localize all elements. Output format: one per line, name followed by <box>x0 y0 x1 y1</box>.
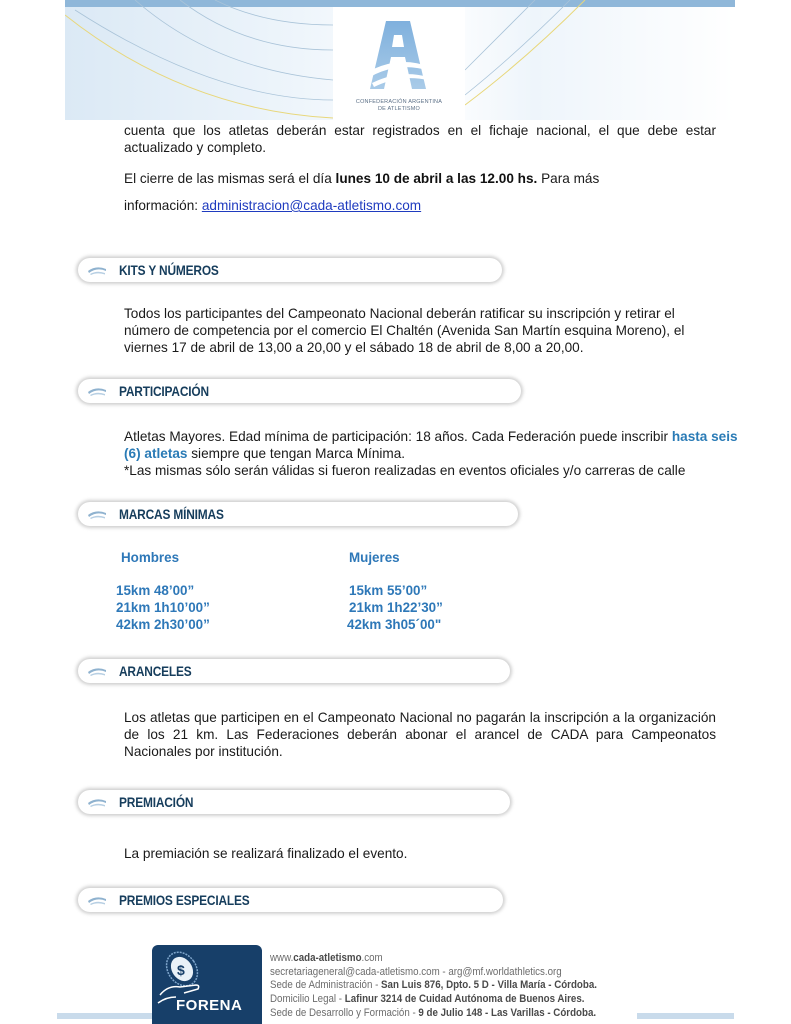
section-header-premios-especiales <box>78 888 503 912</box>
mark-row: 42km 2h30’00” <box>116 617 210 632</box>
section-title: PREMIOS ESPECIALES <box>119 892 250 908</box>
footer-bar-left <box>57 1013 152 1019</box>
section-title: ARANCELES <box>119 663 192 679</box>
dev-address: Sede de Desarrollo y Formación - 9 de Julio 148 - Las Varillas - Córdoba. <box>270 1006 597 1019</box>
forena-brand: FORENA <box>176 997 243 1014</box>
footer-bar-right <box>637 1013 734 1019</box>
mark-row: 21km 1h10’00” <box>116 600 210 615</box>
section-header-participacion <box>78 379 521 403</box>
hombres-label: Hombres <box>121 550 180 565</box>
section-header-premiacion <box>78 790 510 814</box>
admin-email-link[interactable]: administracion@cada-atletismo.com <box>201 198 422 213</box>
closing-date-paragraph: El cierre de las mismas será el día lunes 10 de abril a las 12.00 hs. Para más <box>124 171 600 186</box>
footer-contact <box>270 952 597 1021</box>
section-title: PARTICIPACIÓN <box>119 383 209 399</box>
mark-row: 15km 48’00” <box>116 583 195 598</box>
mark-row: 15km 55’00” <box>349 583 428 598</box>
aranceles-paragraph: Los atletas que participen en el Campeonato Nacional no pagarán la inscripción a la organización de los 21 km. Las Federaciones deberán abonar el arancel de CADA para Campeonatos Nacionales por institución. <box>124 710 716 759</box>
wave-icon <box>88 666 106 676</box>
premiacion-paragraph: La premiación se realizará finalizado el evento. <box>124 846 408 861</box>
legal-address: Domicilio Legal - Lafinur 3214 de Cuidad Autónoma de Buenos Aires. <box>270 993 585 1006</box>
section-title: MARCAS MÍNIMAS <box>119 506 224 522</box>
wave-icon <box>88 895 106 905</box>
info-line: información: administracion@cada-atletismo.com <box>124 198 422 213</box>
kits-paragraph: Todos los participantes del Campeonato Nacional deberán ratificar su inscripción y retirar el número de competencia por el comercio El Chaltén (Avenida San Martín esquina Moreno), el viernes 17 de abril de 13,00 a 20,00 y el sábado 18 de abril de 8,00 a 20,00. <box>124 306 685 355</box>
forena-logo <box>152 945 262 1024</box>
section-title: KITS Y NÚMEROS <box>119 262 219 278</box>
closing-date: lunes 10 de abril a las 12.00 hs. <box>335 171 538 186</box>
cada-a-logo-icon <box>358 17 438 97</box>
athlete-limit: hasta seis (6) atletas <box>124 429 738 461</box>
footer-emails: secretariageneral@cada-atletismo.com - arg@mf.worldathletics.org <box>270 965 562 978</box>
participacion-paragraph: Atletas Mayores. Edad mínima de participación: 18 años. Cada Federación puede inscribir hasta seis (6) atletas siempre que tengan Marca Mínima. *Las mismas sólo serán válidas si fueron realizadas en eventos oficiales y/o carreras de calle <box>124 429 738 478</box>
wave-icon <box>88 509 106 519</box>
registration-paragraph: cuenta que los atletas deberán estar registrados en el fichaje nacional, el que debe estar actualizado y completo. <box>124 123 716 155</box>
section-header-kits <box>78 258 502 282</box>
mark-row: 42km 3h05´00" <box>347 617 442 632</box>
mark-row: 21km 1h22’30” <box>349 600 443 615</box>
letterhead-banner <box>65 0 735 120</box>
wave-icon <box>88 265 106 275</box>
section-title: PREMIACIÓN <box>119 794 194 810</box>
section-header-marcas <box>78 502 518 526</box>
website: www.cada-atletismo.com <box>270 952 383 964</box>
section-header-aranceles <box>78 659 510 683</box>
wave-icon <box>88 386 106 396</box>
wave-icon <box>88 797 106 807</box>
admin-address: Sede de Administración - San Luis 876, Dpto. 5 D - Villa María - Córdoba. <box>270 979 597 992</box>
svg-text:$: $ <box>177 962 185 978</box>
org-name: CONFEDERACIÓN ARGENTINA DE ATLETISMO <box>355 99 443 112</box>
mujeres-label: Mujeres <box>349 550 400 565</box>
cada-logo <box>333 7 465 120</box>
validity-note: *Las mismas sólo serán válidas si fueron realizadas en eventos oficiales y/o carreras de calle <box>124 463 686 478</box>
